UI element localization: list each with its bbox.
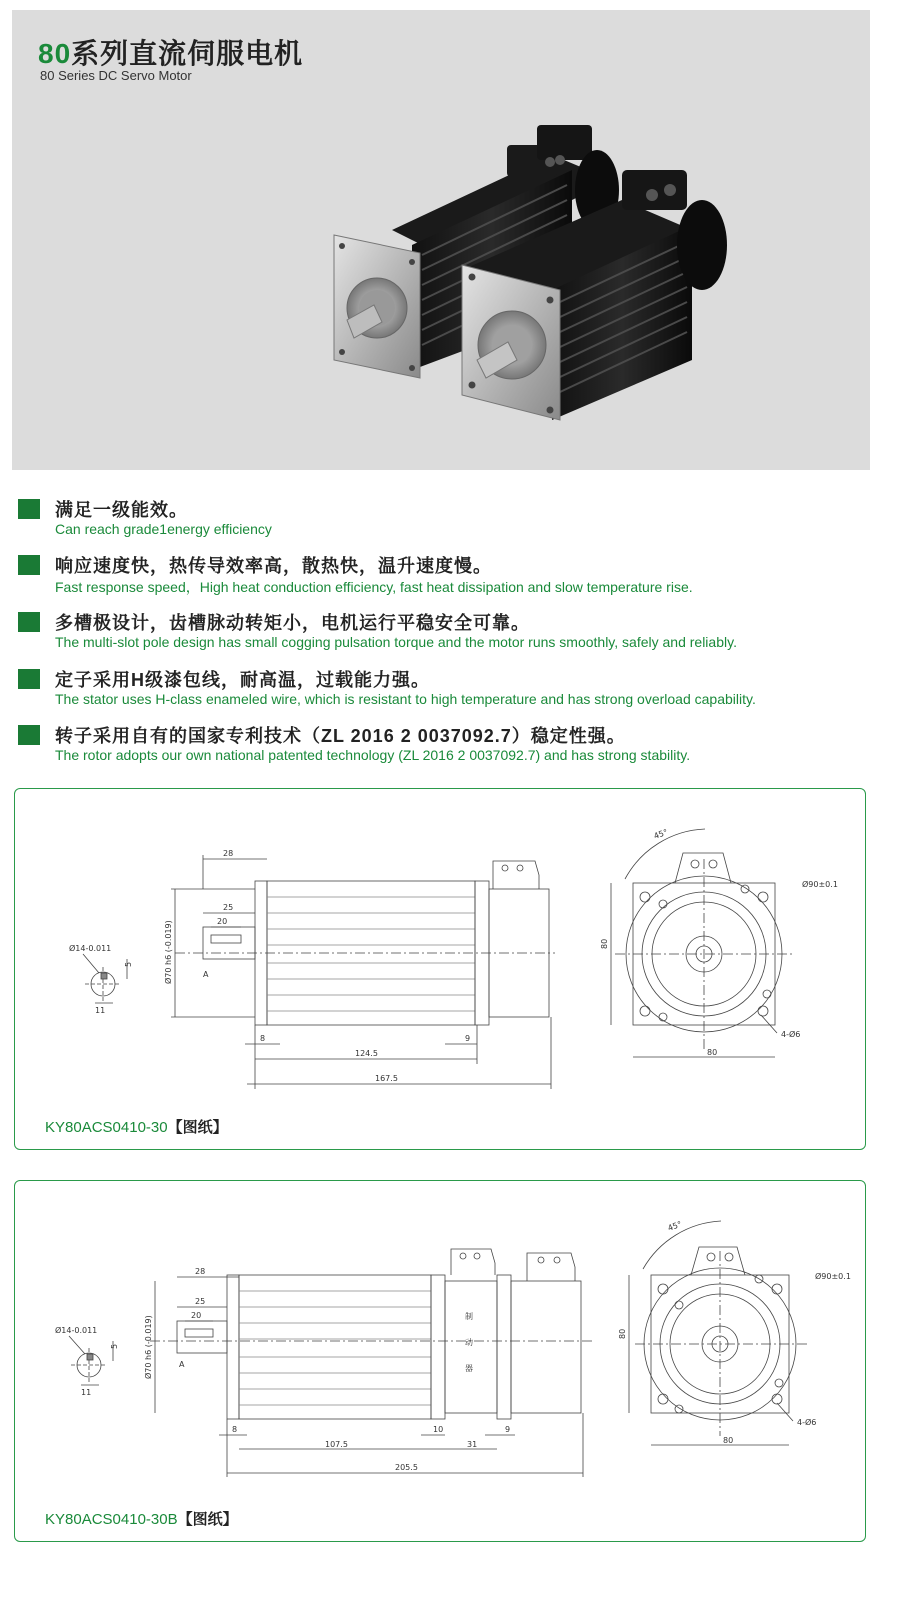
dim-keyway: 11 (81, 1388, 92, 1397)
dim-holes: 4-Ø6 (797, 1418, 817, 1427)
dim-shaft-dia: Ø14-0.011 (55, 1326, 98, 1335)
feature-item (18, 722, 888, 772)
dim-205: 205.5 (395, 1463, 418, 1472)
feature-item (18, 609, 888, 659)
dim-28: 28 (223, 849, 234, 858)
dim-key: 5 (124, 961, 133, 967)
dim-28: 28 (195, 1267, 206, 1276)
dim-pcd: Ø90±0.1 (815, 1272, 851, 1281)
dim-angle: 45° (652, 827, 670, 841)
feature-cn: 响应速度快，热传导效率高，散热快，温升速度慢。 (55, 556, 492, 576)
dim-25: 25 (223, 903, 234, 912)
dim-pcd: Ø90±0.1 (802, 880, 838, 889)
dim-25: 25 (195, 1297, 206, 1306)
page-title: 80系列直流伺服电机 (38, 38, 304, 69)
dim-31: 31 (467, 1440, 478, 1449)
dim-8: 8 (232, 1425, 238, 1434)
hero-banner (12, 10, 870, 470)
feature-cn: 转子采用自有的国家专利技术（ZL 2016 2 0037092.7）稳定性强。 (55, 726, 626, 746)
dim-keyway: 11 (95, 1006, 106, 1015)
dim-10: 10 (433, 1425, 444, 1434)
dim-80-v: 80 (618, 1328, 627, 1339)
drawing-1-svg (15, 789, 867, 1151)
dim-80-v: 80 (600, 938, 609, 949)
dim-20: 20 (217, 917, 228, 926)
drawing-tag: 【图纸】 (177, 1511, 238, 1528)
dim-8: 8 (260, 1034, 266, 1043)
feature-item (18, 496, 888, 546)
model-number: KY80ACS0410-30B (45, 1511, 178, 1528)
brake-label-char: 动 (465, 1338, 473, 1347)
drawing-2-svg (15, 1181, 867, 1543)
feature-cn: 多槽极设计，齿槽脉动转矩小，电机运行平稳安全可靠。 (55, 613, 530, 633)
brake-label-char: 器 (465, 1364, 473, 1373)
drawing-2-caption (45, 1508, 238, 1529)
dim-9: 9 (465, 1034, 471, 1043)
bullet-square-icon (18, 669, 40, 689)
dim-9: 9 (505, 1425, 511, 1434)
brake-label-char: 制 (465, 1312, 473, 1321)
dim-124: 124.5 (355, 1049, 378, 1058)
dim-167: 167.5 (375, 1074, 398, 1083)
dim-80-h: 80 (723, 1436, 734, 1445)
dim-a: A (203, 970, 209, 979)
feature-en: Can reach grade1energy efficiency (55, 521, 272, 537)
dim-holes: 4-Ø6 (781, 1030, 801, 1039)
bullet-square-icon (18, 499, 40, 519)
dim-shaft-dia: Ø14-0.011 (69, 944, 112, 953)
dim-key: 5 (110, 1343, 119, 1349)
page-subtitle: 80 Series DC Servo Motor (40, 68, 192, 83)
dim-80-h: 80 (707, 1048, 718, 1057)
feature-en: Fast response speed，High heat conduction efficiency, fast heat dissipation and slow temperature rise. (55, 579, 693, 595)
dim-107: 107.5 (325, 1440, 348, 1449)
dim-angle: 45° (666, 1219, 684, 1233)
dim-flange-dia: Ø70 h6 (-0.019) (144, 1315, 153, 1379)
bullet-square-icon (18, 555, 40, 575)
feature-item (18, 552, 888, 602)
bullet-square-icon (18, 725, 40, 745)
feature-en: The stator uses H-class enameled wire, which is resistant to high temperature and has strong overload capability. (55, 691, 756, 707)
feature-en: The multi-slot pole design has small cogging pulsation torque and the motor runs smoothly, safely and reliably. (55, 634, 737, 650)
drawing-1-caption (45, 1116, 228, 1137)
dim-20: 20 (191, 1311, 202, 1320)
model-number: KY80ACS0410-30 (45, 1119, 168, 1136)
technical-drawing-2 (14, 1180, 866, 1542)
feature-en: The rotor adopts our own national patented technology (ZL 2016 2 0037092.7) and has strong stability. (55, 747, 691, 763)
technical-drawing-1 (14, 788, 866, 1150)
dim-a: A (179, 1360, 185, 1369)
feature-cn: 满足一级能效。 (55, 500, 188, 520)
bullet-square-icon (18, 612, 40, 632)
feature-item (18, 666, 888, 716)
dim-flange-dia: Ø70 h6 (-0.019) (164, 920, 173, 984)
feature-cn: 定子采用H级漆包线，耐高温，过载能力强。 (55, 670, 430, 690)
drawing-tag: 【图纸】 (167, 1119, 228, 1136)
